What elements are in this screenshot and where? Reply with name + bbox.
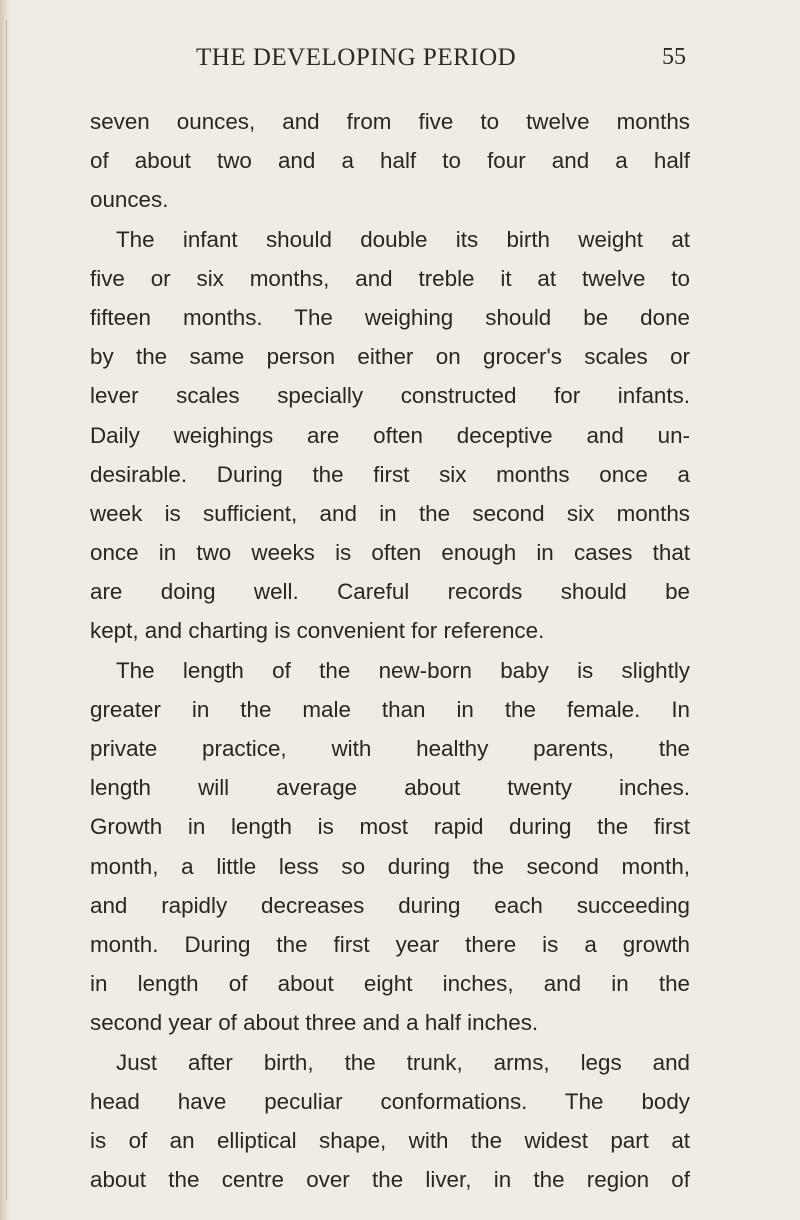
text-line: seven ounces, and from five to twelve months — [90, 109, 690, 134]
text-line: Growth in length is most rapid during the first — [90, 814, 690, 840]
text-line: length will average about twenty inches. — [90, 775, 690, 801]
text-line: fifteen months. The weighing should be done — [90, 304, 690, 330]
text-line: desirable. During the first six months once a — [90, 461, 690, 487]
text-line: once in two weeks is often enough in cases that — [90, 540, 690, 566]
text-line: lever scales specially constructed for infants. — [90, 383, 690, 409]
page-header — [196, 44, 686, 84]
page-edge-shadow — [0, 0, 10, 1220]
text-line: is of an elliptical shape, with the widest part at — [90, 1127, 690, 1153]
text-line: in length of about eight inches, and in the — [90, 971, 690, 997]
text-line: of about two and a half to four and a half — [90, 148, 690, 174]
text-line: kept, and charting is convenient for reference. — [90, 618, 545, 644]
running-head: THE DEVELOPING PERIOD — [196, 44, 517, 71]
text-line: second year of about three and a half inches. — [90, 1010, 539, 1036]
text-line: The infant should double its birth weight at — [116, 226, 690, 252]
text-line: head have peculiar conformations. The body — [90, 1088, 690, 1114]
text-line: ounces. — [90, 187, 169, 213]
text-line: by the same person either on grocer's scales or — [90, 344, 690, 370]
text-line: about the centre over the liver, in the region of — [90, 1167, 690, 1193]
body-text — [90, 102, 690, 1199]
text-line: Daily weighings are often deceptive and un- — [90, 422, 690, 448]
text-line: The length of the new-born baby is slightly — [116, 657, 690, 683]
text-line: month, a little less so during the second month, — [90, 853, 690, 879]
page-number: 55 — [662, 44, 686, 70]
text-line: five or six months, and treble it at twelve to — [90, 265, 690, 291]
text-line: Just after birth, the trunk, arms, legs and — [116, 1049, 690, 1075]
page-edge-line — [6, 20, 7, 1200]
text-line: and rapidly decreases during each succeeding — [90, 892, 690, 918]
text-line: private practice, with healthy parents, the — [90, 736, 690, 761]
text-line: greater in the male than in the female. In — [90, 696, 690, 722]
text-line: month. During the first year there is a growth — [90, 931, 690, 957]
text-line: week is sufficient, and in the second six months — [90, 500, 690, 526]
text-line: are doing well. Careful records should be — [90, 579, 690, 605]
